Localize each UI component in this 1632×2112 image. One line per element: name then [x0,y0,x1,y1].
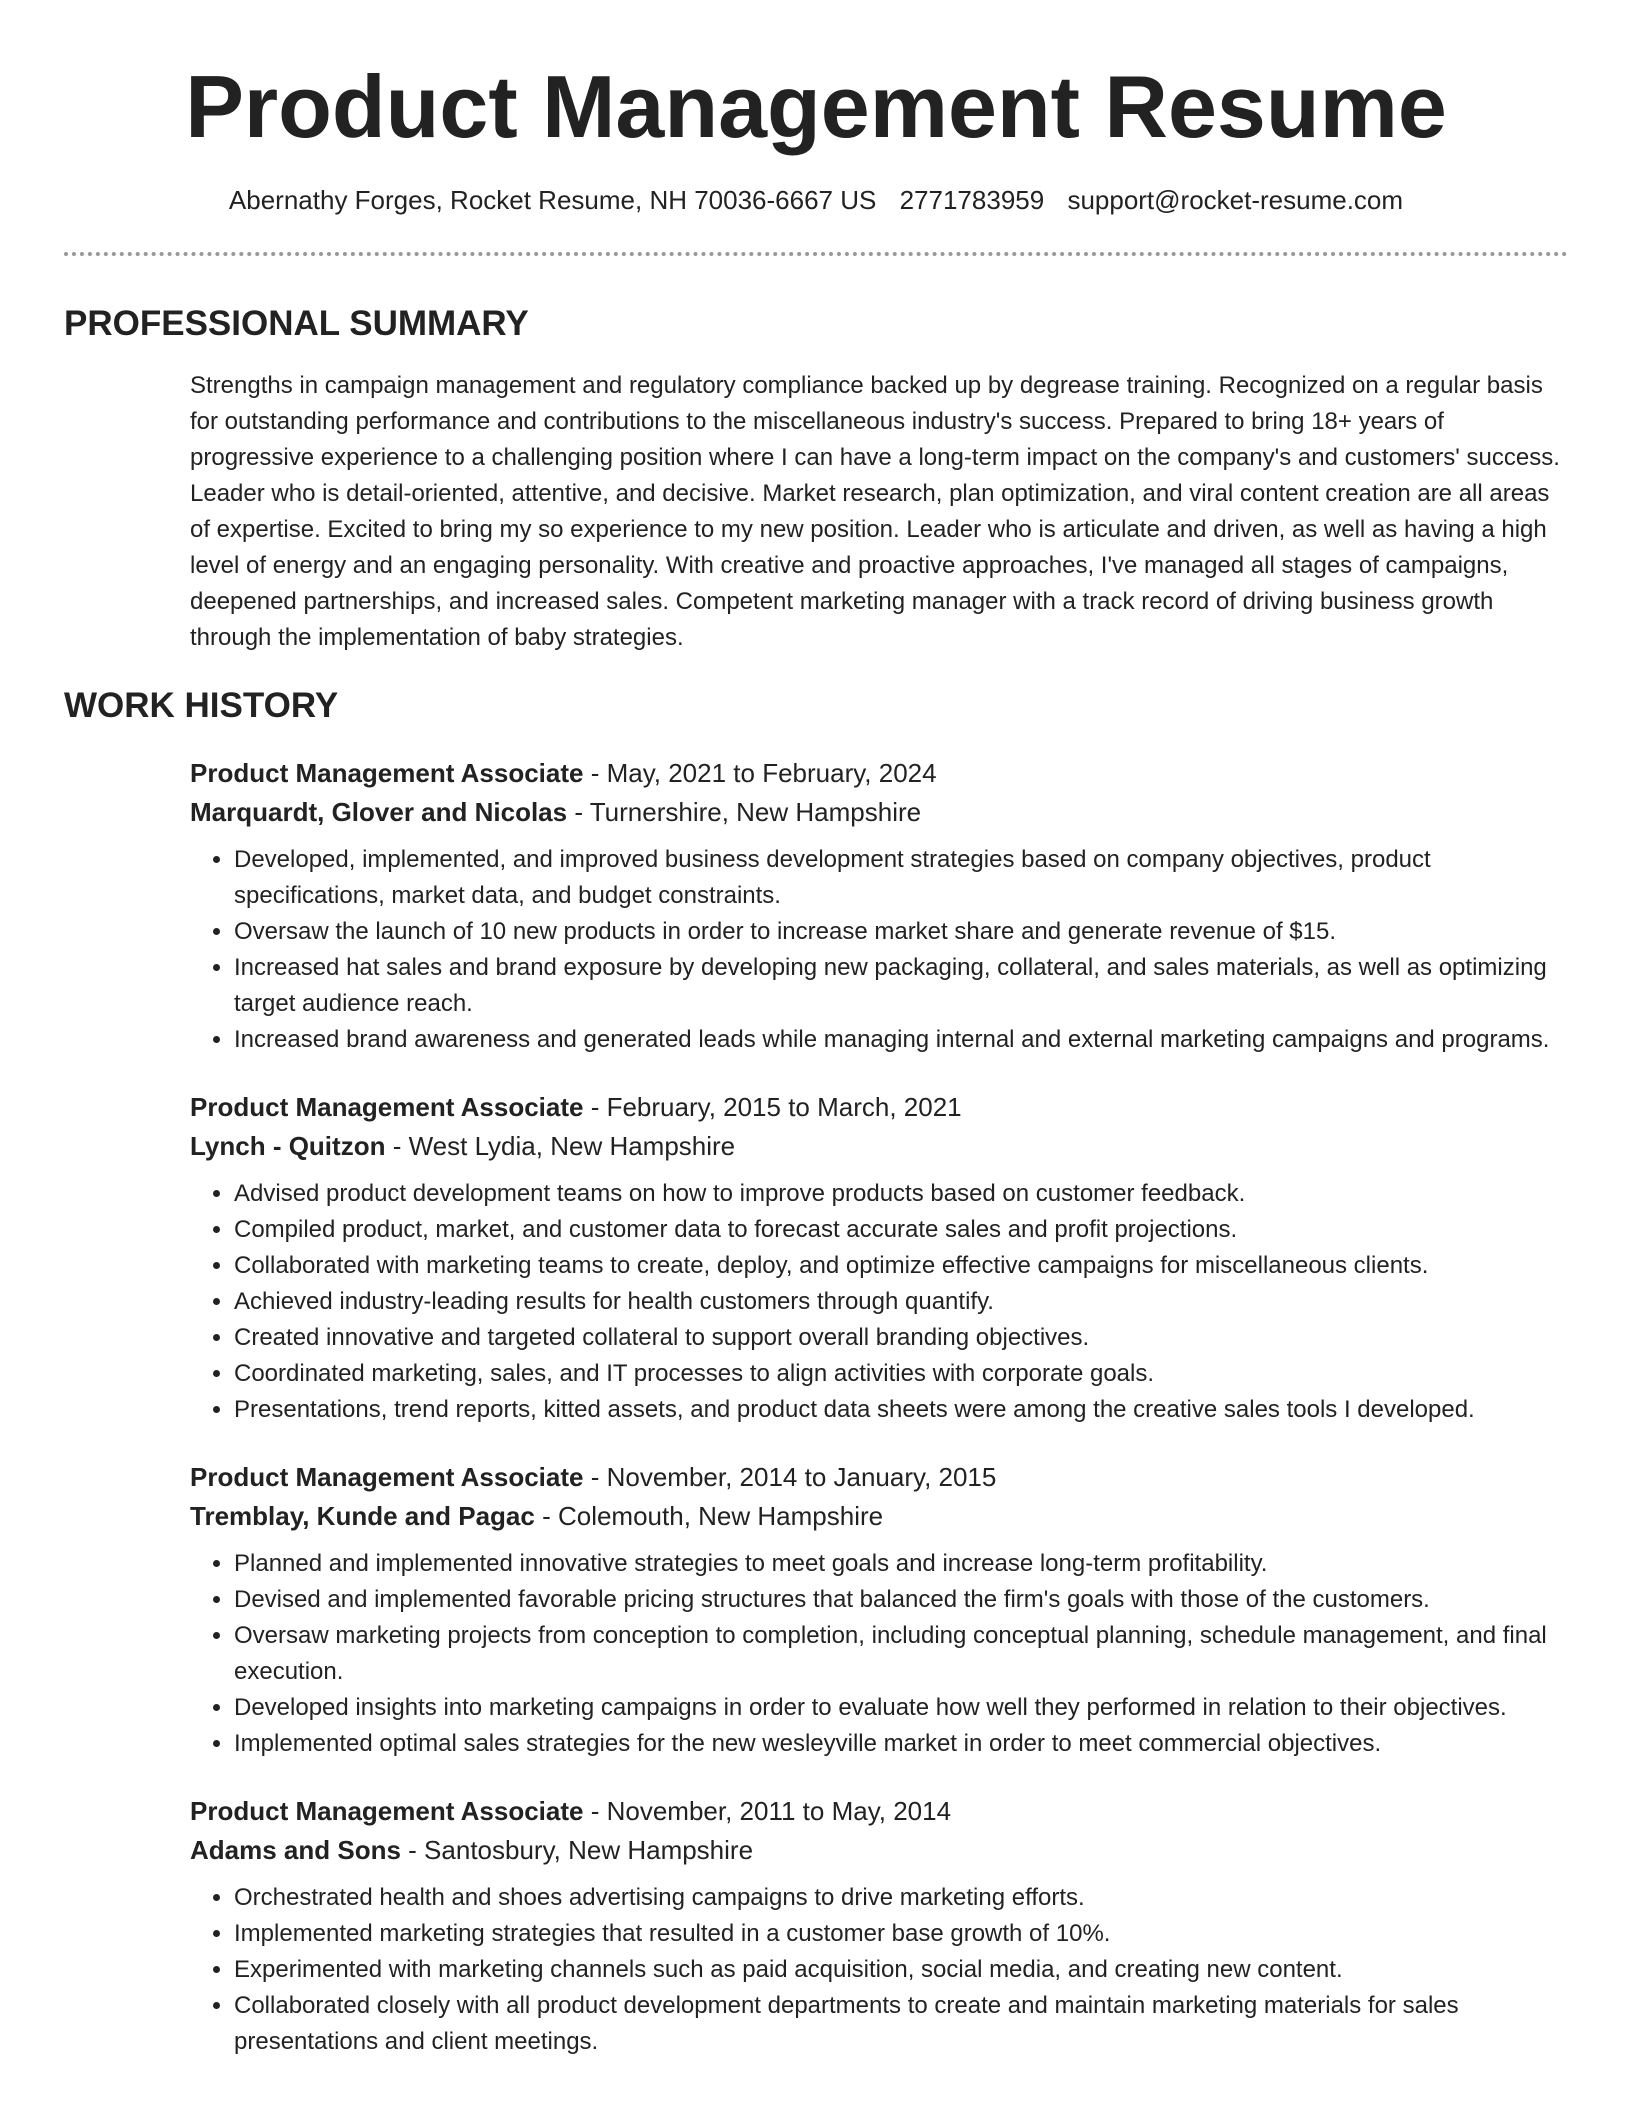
job-company: Adams and Sons [190,1835,401,1865]
job-company: Tremblay, Kunde and Pagac [190,1501,535,1531]
job-entry [190,1792,1568,2060]
header-divider [64,252,1568,256]
job-bullets [190,1546,1568,1762]
job-dates: - November, 2011 to May, 2014 [590,1796,952,1826]
job-bullet: • Compiled product, market, and customer data to forecast accurate sales and profit projections. [234,1212,1568,1248]
job-title-line [190,1792,1568,1831]
job-title-line [190,1088,1568,1127]
job-bullet: • Planned and implemented innovative strategies to meet goals and increase long-term profitability. [234,1546,1568,1582]
job-title: Product Management Associate [190,1796,584,1826]
job-dates: - May, 2021 to February, 2024 [590,758,937,788]
contact-email: support@rocket-resume.com [1067,185,1404,215]
job-bullet: • Achieved industry-leading results for health customers through quantify. [234,1284,1568,1320]
job-dates: - February, 2015 to March, 2021 [590,1092,962,1122]
job-bullet: • Collaborated with marketing teams to create, deploy, and optimize effective campaigns for miscellaneous clients. [234,1248,1568,1284]
work-history-heading: WORK HISTORY [64,686,339,725]
job-bullet: • Devised and implemented favorable pricing structures that balanced the firm's goals with those of the customers. [234,1582,1568,1618]
job-company-line [190,1497,1568,1536]
job-company: Marquardt, Glover and Nicolas [190,797,568,827]
resume-title: Product Management Resume [185,57,1447,156]
job-location: - Turnershire, New Hampshire [574,797,922,827]
job-bullet: • Experimented with marketing channels such as paid acquisition, social media, and creating new content. [234,1952,1568,1988]
job-bullets [190,1880,1568,2060]
job-title: Product Management Associate [190,1092,584,1122]
job-bullet: • Presentations, trend reports, kitted assets, and product data sheets were among the creative sales tools I developed. [234,1392,1568,1428]
job-entry [190,1088,1568,1428]
job-bullet: • Developed insights into marketing campaigns in order to evaluate how well they performed in relation to their objectives. [234,1690,1568,1726]
job-bullet: • Created innovative and targeted collateral to support overall branding objectives. [234,1320,1568,1356]
job-bullet: • Oversaw marketing projects from conception to completion, including conceptual planning, schedule management, and final execution. [234,1618,1568,1690]
job-title-line [190,754,1568,793]
job-title: Product Management Associate [190,1462,584,1492]
contact-phone: 2771783959 [899,185,1045,215]
job-title: Product Management Associate [190,758,584,788]
job-bullet: • Advised product development teams on how to improve products based on customer feedback. [234,1176,1568,1212]
job-bullet: • Increased hat sales and brand exposure by developing new packaging, collateral, and sales materials, as well as optimizing target audience reach. [234,950,1568,1022]
job-company: Lynch - Quitzon [190,1131,386,1161]
job-company-line [190,1831,1568,1870]
job-bullet: • Implemented marketing strategies that resulted in a customer base growth of 10%. [234,1916,1568,1952]
job-entry [190,1458,1568,1762]
job-location: - Santosbury, New Hampshire [408,1835,754,1865]
contact-address: Abernathy Forges, Rocket Resume, NH 70036-6667 US [228,185,877,215]
job-bullet: • Oversaw the launch of 10 new products in order to increase market share and generate revenue of $15. [234,914,1568,950]
job-bullet: • Implemented optimal sales strategies for the new wesleyville market in order to meet commercial objectives. [234,1726,1568,1762]
job-title-line [190,1458,1568,1497]
job-entry [190,754,1568,1058]
job-location: - West Lydia, New Hampshire [392,1131,736,1161]
job-dates: - November, 2014 to January, 2015 [590,1462,997,1492]
job-bullets [190,1176,1568,1428]
job-company-line [190,1127,1568,1166]
job-company-line [190,793,1568,832]
contact-line [64,182,1568,218]
job-bullet: • Increased brand awareness and generated leads while managing internal and external marketing campaigns and programs. [234,1022,1568,1058]
job-bullet: • Collaborated closely with all product development departments to create and maintain marketing materials for sales presentations and client meetings. [234,1988,1568,2060]
job-bullet: • Developed, implemented, and improved business development strategies based on company objectives, product specifications, market data, and budget constraints. [234,842,1568,914]
job-bullet: • Coordinated marketing, sales, and IT processes to align activities with corporate goals. [234,1356,1568,1392]
job-bullet: • Orchestrated health and shoes advertising campaigns to drive marketing efforts. [234,1880,1568,1916]
job-location: - Colemouth, New Hampshire [542,1501,884,1531]
job-bullets [190,842,1568,1058]
summary-text: Strengths in campaign management and regulatory compliance backed up by degrease training. Recognized on a regular basis for outstanding performance and contributions to the miscellaneous industry's success. Prepared to bring 18+ years of progressive experience to a challenging position where I can have a long-term impact on the company's and customers' success. Leader who is detail-oriented, attentive, and decisive. Market research, plan optimization, and viral content creation are all areas of expertise. Excited to bring my so experience to my new position. Leader who is articulate and driven, as well as having a high level of energy and an engaging personality. With creative and proactive approaches, I've managed all stages of campaigns, deepened partnerships, and increased sales. Competent marketing manager with a track record of driving business growth through the implementation of baby strategies. [190,372,1560,651]
summary-heading: PROFESSIONAL SUMMARY [64,304,529,343]
